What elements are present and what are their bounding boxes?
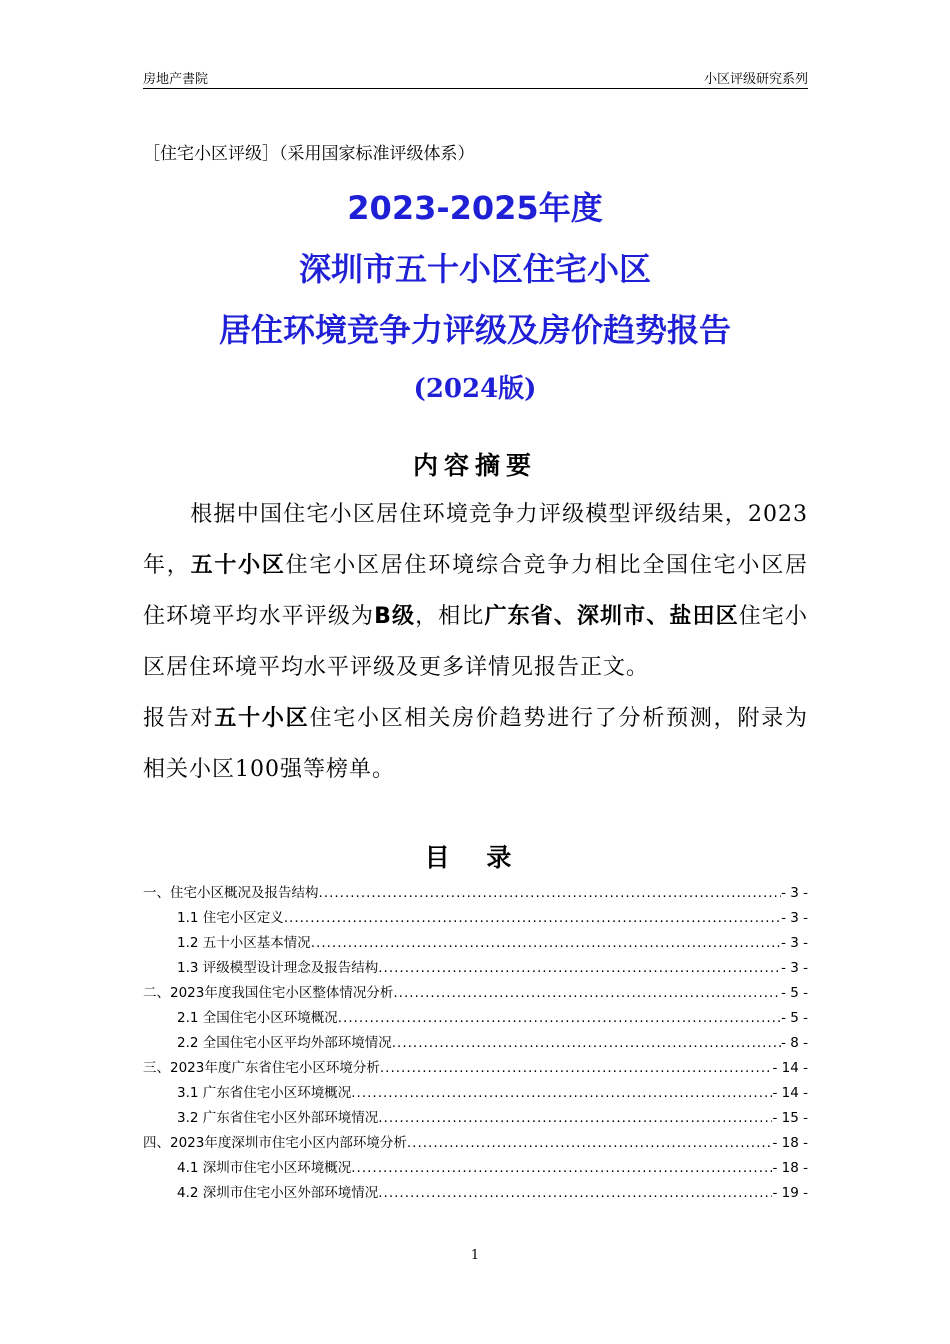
abstract-text: 住宅小区居住环境平均水平评级及更多详情见报告正文。 [143,604,808,680]
toc-entry[interactable] [143,931,808,956]
toc-leader-dots [338,1006,781,1031]
toc-leader-dots [378,1181,772,1206]
toc-entry-label: 3.2 广东省住宅小区外部环境情况 [177,1110,379,1126]
toc-leader-dots [378,1106,772,1131]
toc-entry-page: - 5 - [781,985,808,1001]
toc-entry-label: 四、2023年度深圳市住宅小区内部环境分析 [143,1135,407,1151]
toc-entry-label: 1.2 五十小区基本情况 [177,935,311,951]
toc-leader-dots [284,906,781,931]
toc-entry-label: 二、2023年度我国住宅小区整体情况分析 [143,985,394,1001]
rating-tag-line: ［住宅小区评级］（采用国家标准评级体系） [143,144,475,164]
abstract-paragraph-2 [143,693,808,795]
abstract-body [143,489,808,795]
toc-entry[interactable] [143,1156,808,1181]
toc-entry-label: 1.1 住宅小区定义 [177,910,284,926]
rating-grade: B级 [374,604,416,629]
page-number: 1 [470,1248,480,1263]
title-line-2: 深圳市五十小区住宅小区 [298,250,651,288]
toc-leader-dots [311,931,781,956]
table-of-contents [143,881,808,1206]
toc-leader-dots [407,1131,773,1156]
toc-entry-label: 2.2 全国住宅小区平均外部环境情况 [177,1035,392,1051]
toc-entry-page: - 3 - [781,960,808,976]
abstract-text: ，相比 [415,604,485,629]
title-line-3: 居住环境竞争力评级及房价趋势报告 [218,311,731,349]
toc-entry[interactable] [143,1106,808,1131]
toc-entry-page: - 3 - [781,935,808,951]
toc-leader-dots [378,956,781,981]
toc-entry-label: 三、2023年度广东省住宅小区环境分析 [143,1060,380,1076]
toc-leader-dots [380,1056,773,1081]
toc-entry-page: - 14 - [772,1060,808,1076]
toc-entry-page: - 18 - [772,1135,808,1151]
community-name: 五十小区 [190,553,286,578]
toc-entry-label: 4.1 深圳市住宅小区环境概况 [177,1160,352,1176]
toc-entry-label: 2.1 全国住宅小区环境概况 [177,1010,338,1026]
toc-entry-label: 一、住宅小区概况及报告结构 [143,885,319,901]
toc-entry-label: 3.1 广东省住宅小区环境概况 [177,1085,352,1101]
toc-entry-page: - 5 - [781,1010,808,1026]
toc-entry-page: - 14 - [772,1085,808,1101]
toc-entry[interactable] [143,1006,808,1031]
toc-entry-label: 1.3 评级模型设计理念及报告结构 [177,960,379,976]
abstract-heading: 内容摘要 [412,451,537,480]
abstract-paragraph-1 [143,489,808,693]
toc-entry-page: - 8 - [781,1035,808,1051]
toc-leader-dots [392,1031,781,1056]
toc-entry[interactable] [143,956,808,981]
page-header [143,66,808,89]
title-line-1: 2023-2025年度 [347,189,603,227]
toc-entry-page: - 3 - [781,885,808,901]
toc-entry-page: - 19 - [772,1185,808,1201]
region-names: 广东省、深圳市、盐田区 [484,604,739,629]
abstract-text: 根据中国住宅小区居住环境竞争力评级模型评级结果，2023年， [143,502,808,578]
toc-entry-page: - 18 - [772,1160,808,1176]
abstract-text: 报告对 [143,706,215,731]
title-edition: (2024版) [413,374,537,404]
toc-entry[interactable] [143,981,808,1006]
header-series: 小区评级研究系列 [703,72,808,87]
toc-leader-dots [351,1081,772,1106]
toc-entry[interactable] [143,1081,808,1106]
toc-entry[interactable] [143,1181,808,1206]
abstract-text: 住宅小区相关房价趋势进行了分析预测，附录为相关小区100强等榜单。 [143,706,808,782]
toc-entry-label: 4.2 深圳市住宅小区外部环境情况 [177,1185,379,1201]
header-publisher: 房地产書院 [143,72,209,87]
toc-entry[interactable] [143,1031,808,1056]
toc-entry[interactable] [143,1131,808,1156]
community-name: 五十小区 [214,706,310,731]
toc-entry-page: - 15 - [772,1110,808,1126]
toc-entry-page: - 3 - [781,910,808,926]
toc-leader-dots [351,1156,772,1181]
toc-entry[interactable] [143,1056,808,1081]
toc-leader-dots [393,981,781,1006]
abstract-text: 住宅小区居住环境综合竞争力相比全国住宅小区居住环境平均水平评级为 [143,553,808,629]
toc-entry[interactable] [143,881,808,906]
toc-entry[interactable] [143,906,808,931]
toc-leader-dots [319,881,782,906]
toc-heading: 目 录 [424,843,526,872]
